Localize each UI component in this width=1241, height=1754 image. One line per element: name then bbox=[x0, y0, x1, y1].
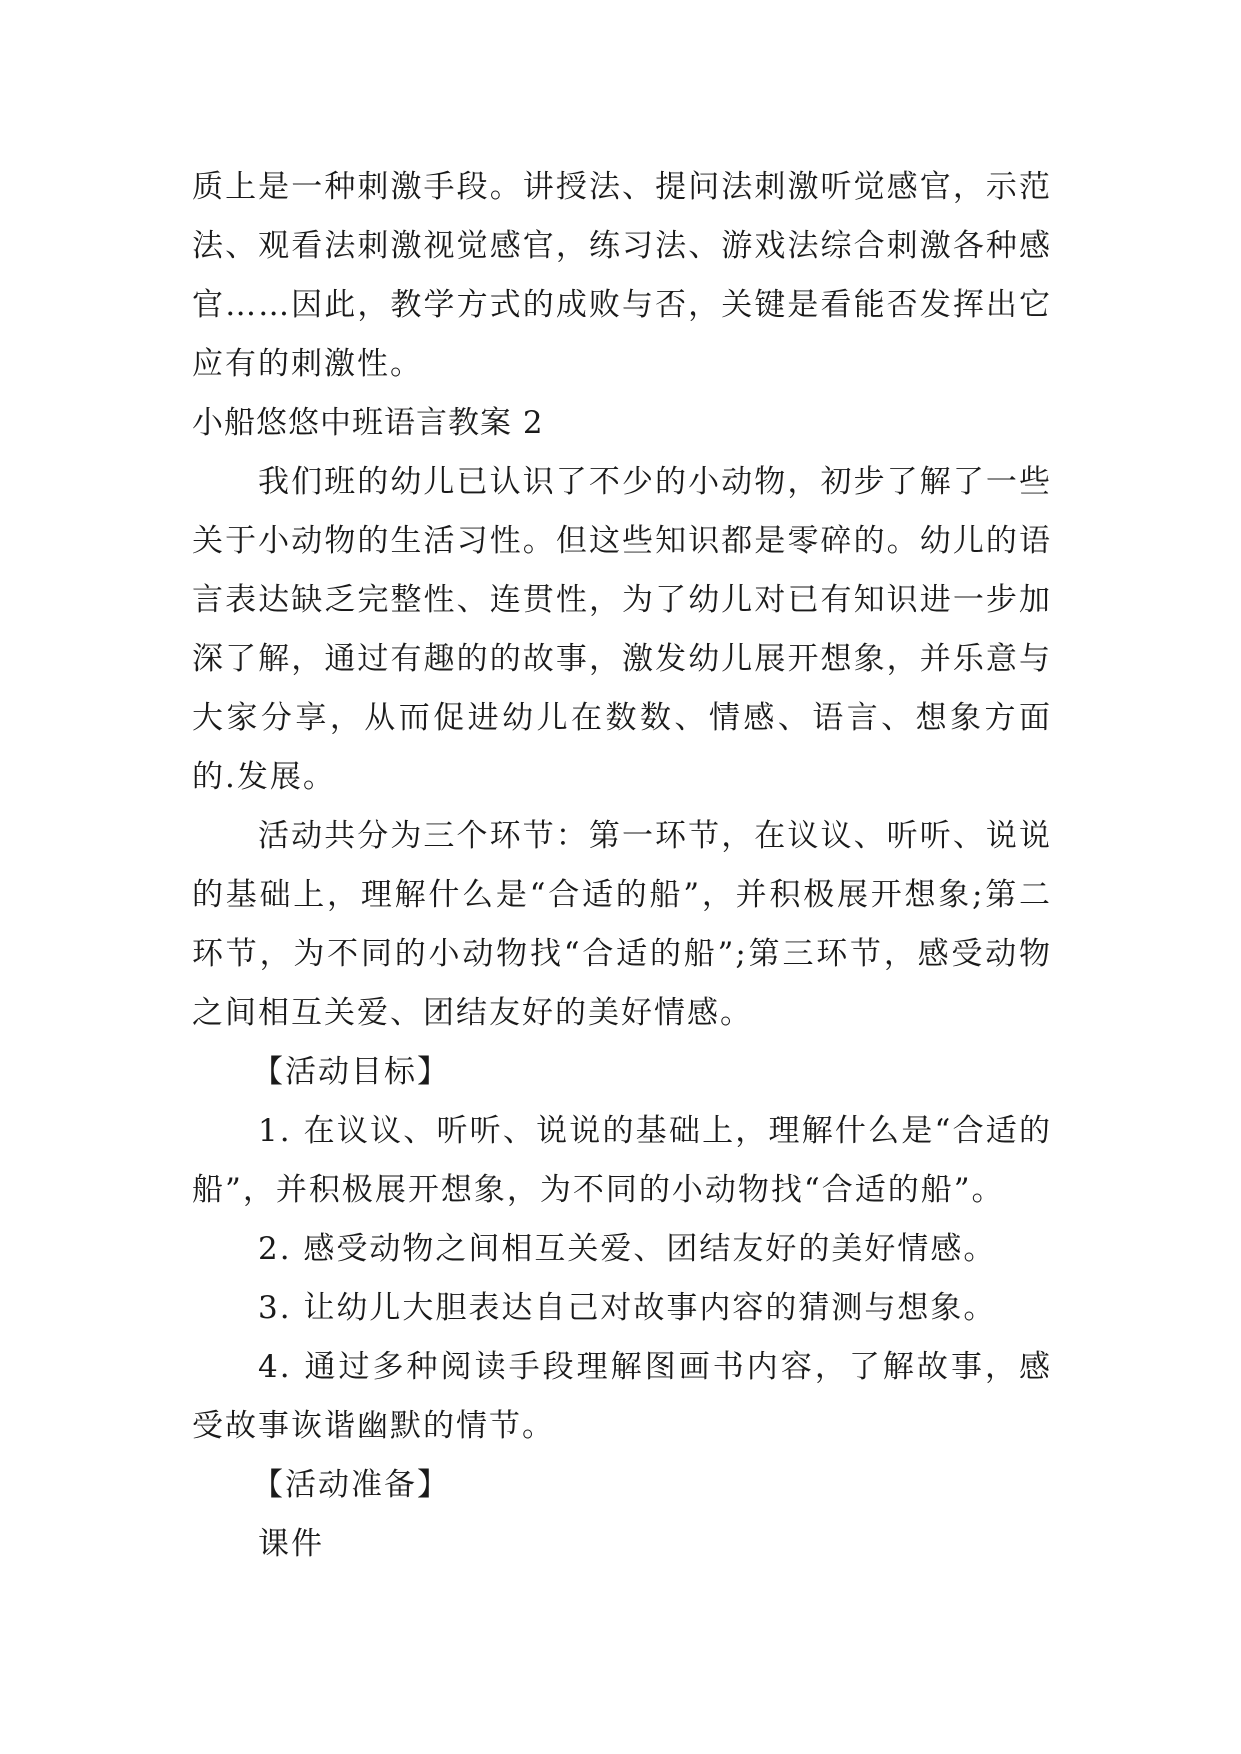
preparation-heading: 【活动准备】 bbox=[252, 1467, 450, 1503]
goal-item-1: 1. 在议议、听听、说说的基础上，理解什么是“合适的船”，并积极展开想象，为不同的小动物找“合适的船”。 bbox=[192, 1113, 1052, 1208]
paragraph-background: 我们班的幼儿已认识了不少的小动物，初步了解了一些关于小动物的生活习性。但这些知识都是零碎的。幼儿的语言表达缺乏完整性、连贯性，为了幼儿对已有知识进一步加深了解，通过有趣的的故事，激发幼儿展开想象，并乐意与大家分享，从而促进幼儿在数数、情感、语言、想象方面的.发展。 bbox=[192, 464, 1052, 795]
preparation-item: 课件 bbox=[258, 1526, 324, 1562]
lesson-plan-title: 小船悠悠中班语言教案 2 bbox=[192, 405, 544, 441]
goal-item-3: 3. 让幼儿大胆表达自己对故事内容的猜测与想象。 bbox=[258, 1290, 997, 1326]
goals-heading: 【活动目标】 bbox=[252, 1054, 450, 1090]
paragraph-activity-structure: 活动共分为三个环节：第一环节，在议议、听听、说说的基础上，理解什么是“合适的船”，并积极展开想象;第二环节，为不同的小动物找“合适的船”;第三环节，感受动物之间相互关爱、团结友好的美好情感。 bbox=[192, 818, 1052, 1031]
goal-item-2: 2. 感受动物之间相互关爱、团结友好的美好情感。 bbox=[258, 1231, 997, 1267]
document-body bbox=[192, 158, 1052, 1574]
paragraph-teaching-methods: 质上是一种刺激手段。讲授法、提问法刺激听觉感官，示范法、观看法刺激视觉感官，练习法、游戏法综合刺激各种感官……因此，教学方式的成败与否，关键是看能否发挥出它应有的刺激性。 bbox=[192, 169, 1052, 382]
goal-item-4: 4. 通过多种阅读手段理解图画书内容，了解故事，感受故事诙谐幽默的情节。 bbox=[192, 1349, 1052, 1444]
